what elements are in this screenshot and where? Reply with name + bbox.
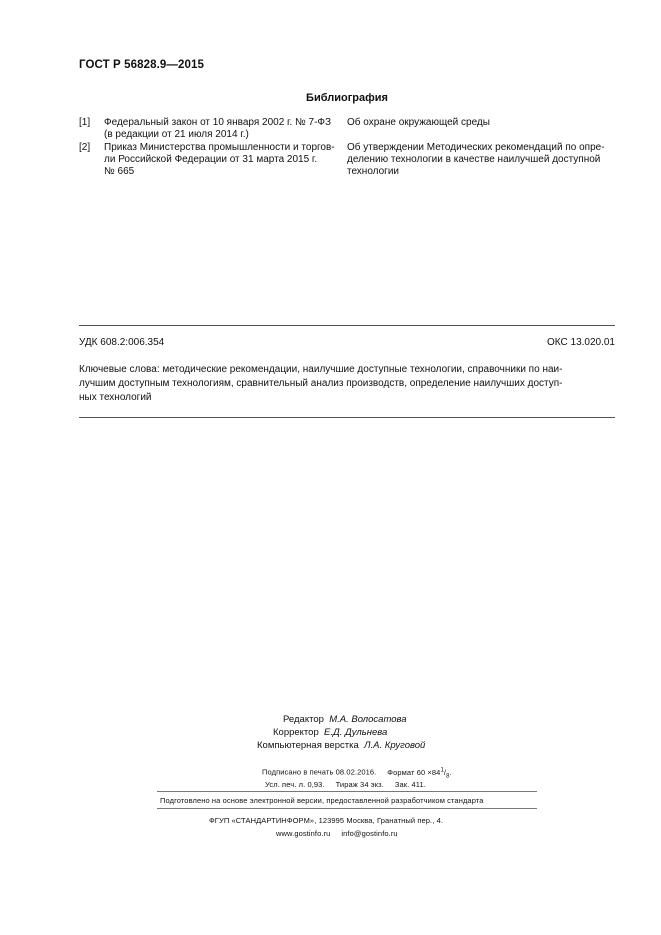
document-code: ГОСТ Р 56828.9—2015 — [79, 59, 204, 71]
publisher-email: info@gostinfo.ru — [341, 829, 398, 838]
imprint-signed-format: Подписано в печать 08.02.2016. Формат $60 \times 84^1/_8$. — [262, 767, 452, 779]
imprint-details: Усл. печ. л. 0,93. Тираж 34 экз. Зак. 411. — [265, 780, 426, 789]
bibliography-title: Библиография — [306, 92, 388, 104]
credit-layout: Компьютерная верстка Л.А. Круговой — [257, 740, 426, 751]
publisher-divider — [157, 808, 537, 809]
format: Формат $60 \times 84^1/_8$. — [387, 767, 452, 779]
entry-description: Об охране окружающей среды — [347, 117, 490, 128]
credit-corrector: Корректор Е.Д. Дульнева — [273, 727, 388, 738]
entry-number: [2] — [79, 142, 91, 153]
entry-source: Федеральный закон от 10 января 2002 г. № 7-ФЗ (в редакции от 21 июля 2014 г.) — [104, 117, 332, 140]
divider-top — [79, 325, 615, 326]
imprint-divider — [157, 791, 537, 792]
publisher-contacts — [276, 829, 398, 838]
keywords: Ключевые слова: методические рекомендации, наилучшие доступные технологии, справочники по наи- лучшим доступным технологиям, сравнительный анализ производств, определение наилучших доступ- ных технологий — [79, 364, 563, 403]
credit-editor: Редактор М.А. Волосатова — [283, 714, 407, 725]
oks-code: ОКС 13.020.01 — [547, 337, 615, 348]
publisher-site: www.gostinfo.ru — [276, 829, 331, 838]
udk-code: УДК 608.2:006.354 — [79, 337, 165, 348]
prepared-note: Подготовлено на основе электронной версии, предоставленной разработчиком стандарта — [160, 796, 484, 805]
publisher-address: ФГУП «СТАНДАРТИНФОРМ», 123995 Москва, Гранатный пер., 4. — [209, 816, 444, 825]
entry-number: [1] — [79, 117, 91, 128]
entry-description: Об утверждении Методических рекомендаций по опре- делению технологии в качестве наилучшей доступной технологии — [347, 142, 605, 177]
divider-bottom — [79, 417, 615, 418]
entry-source: Приказ Министерства промышленности и торгов- ли Российской Федерации от 31 марта 2015 г. № 665 — [104, 142, 335, 177]
